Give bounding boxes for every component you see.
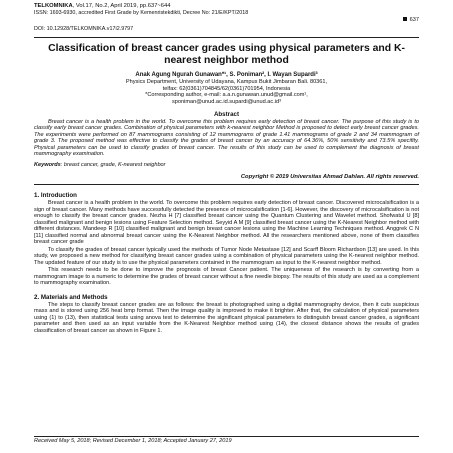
section-heading: 2. Materials and Methods: [34, 293, 108, 301]
page-number-value: 637: [409, 16, 419, 23]
section-heading: 1. Introduction: [34, 192, 77, 200]
abstract-text: Breast cancer is a health problem in the world. To overcome this problem requires early detection of breast cancer. The purpose of this study is to classify early breast cancer grades. Combination of physical parameters with k-nearest neighbor Method is proposed to detect early breast cancer grades. The experiments were performed on 87 mammograms consisting of 12 mammograms of grade 1.41 mammograms of grade 2 and 34 mammogram of grade 3. The proposed method was effective to classify the grades of breast cancer by an accuracy of 64.36%, 50% sensitivity and 73.5% specifity. Physical parameters can be used to classify grades of breast cancer. The results of this study can be used to complement the diagnosis of breast mammography examination.: [34, 118, 419, 158]
affiliation-line[interactable]: *Corresponding author, e-mail: a.a.n.gunawan.unud@gmail.com¹,: [145, 92, 308, 99]
section-materials-methods: [34, 294, 419, 335]
journal-header: [34, 0, 419, 38]
paragraph: To classify the grades of breast cancer typically used the methods of Tumor Node Metastase [12] and Scarff Bloom Richardson [13] are used. In this study, we proposed a new method for classifying breast cancer grades using a combination of physical parameters using the K-nearest neighbor method. The updated feature of our study is to use the physical parameters contained in the mammogram as input to the K-nearest neighbor method.: [34, 246, 419, 266]
doi-row: [34, 17, 419, 35]
section-introduction: [34, 192, 419, 287]
affiliation-line: Physics Department, University of Udayana, Kampus Bukit Jimbaran Bali. 80361,: [125, 79, 328, 86]
journal-line: [34, 3, 419, 10]
square-bullet-icon: [403, 17, 407, 21]
keywords-label: Keywords: [34, 161, 61, 168]
paragraph: This research needs to be done to improve the prognosis of breast Cancer patient. The uniqueness of the research is by converting from a mammogram image to a numeric to determine the grades of breast cancer without a fine needle biopsy. The results of this study are used as a complement to mammography examination.: [34, 267, 419, 287]
paragraph: Breast cancer is a health problem in the world. To overcome this problem requires early detection of breast cancer. Discovered microcalsification is a sign of breast cancer. Many methods have successfully detected the presence of microcalsification [1-6]. However, the discovery of microcalsification is not enough to classify the breast cancer grades. Nezha H [7] classified breast cancer using the Quantum Clustering and Wavelet method. Shofwatul U [8] classified malignant and benign lesions using Feature Selection method. Seyyid A M [9] classified breast cancer using the K-Nearest Neighbor method with different distances. Mandeep R [10] classified malignant and benign breast cancer lesions using the Machine Learning Techniques method. Anggrek C N [11] classified normal and abnormal breast cancer using the K-Nearest Neighbor method. All the researchers mentioned above, none of them classifies breast cancer grade: [34, 200, 419, 246]
journal-volume: , Vol.17, No.2, April 2019, pp.637~644: [72, 3, 171, 9]
paper-title: Classification of breast cancer grades using physical parameters and K-nearest neighbor method: [48, 42, 405, 67]
page-number: [403, 17, 419, 23]
copyright-notice: Copyright © 2019 Universitas Ahmad Dahlan. All rights reserved.: [240, 174, 419, 181]
keywords-text: : breast cancer, grade, K-nearest neighbor: [60, 161, 166, 168]
affiliation-line[interactable]: sponiman@unud.ac.id.supardi@unud.ac.id³: [171, 98, 281, 105]
doi-link[interactable]: DOI: 10.12928/TELKOMNIKA.v17i2.9797: [34, 25, 134, 32]
affiliation-block: [34, 79, 419, 105]
author-list: Anak Agung Ngurah Gunawan*¹, S. Poniman², I. Wayan Supardi³: [135, 71, 318, 78]
received-dates: Received May 5, 2018; Revised December 1, 2018; Accepted January 27, 2019: [34, 436, 419, 445]
issn-line: ISSN: 1693-6930, accredited First Grade by Kemenristekdikti, Decree No: 21/E/KPT/2018: [34, 10, 249, 16]
abstract-heading: Abstract: [213, 110, 240, 118]
header-rule: [34, 37, 419, 38]
abstract-rule: [34, 184, 419, 185]
paragraph: The steps to classify breast cancer grades are as follows: the breast is photographed using a digital mammography device, then it cuts suspicious mass and is stored using 256 heat bmp format. Then the image quality is improved to make it brighter. After that, the calculation of physical parameters using (1) to (13), then statistical tests using anova test to determine the significant physical parameters to distinguish breast cancer grades, a significant parameter and then used as an input variable from the K-Nearest Neighbor method using (14), the closest distance shows the results of grades classification of breast cancer as shown in Figure 1.: [34, 301, 419, 334]
journal-name: TELKOMNIKA: [34, 3, 73, 9]
keywords: [34, 162, 419, 169]
affiliation-line: telfax: 62(0361)704845/62(0361)701954, Indonesia: [162, 85, 291, 92]
